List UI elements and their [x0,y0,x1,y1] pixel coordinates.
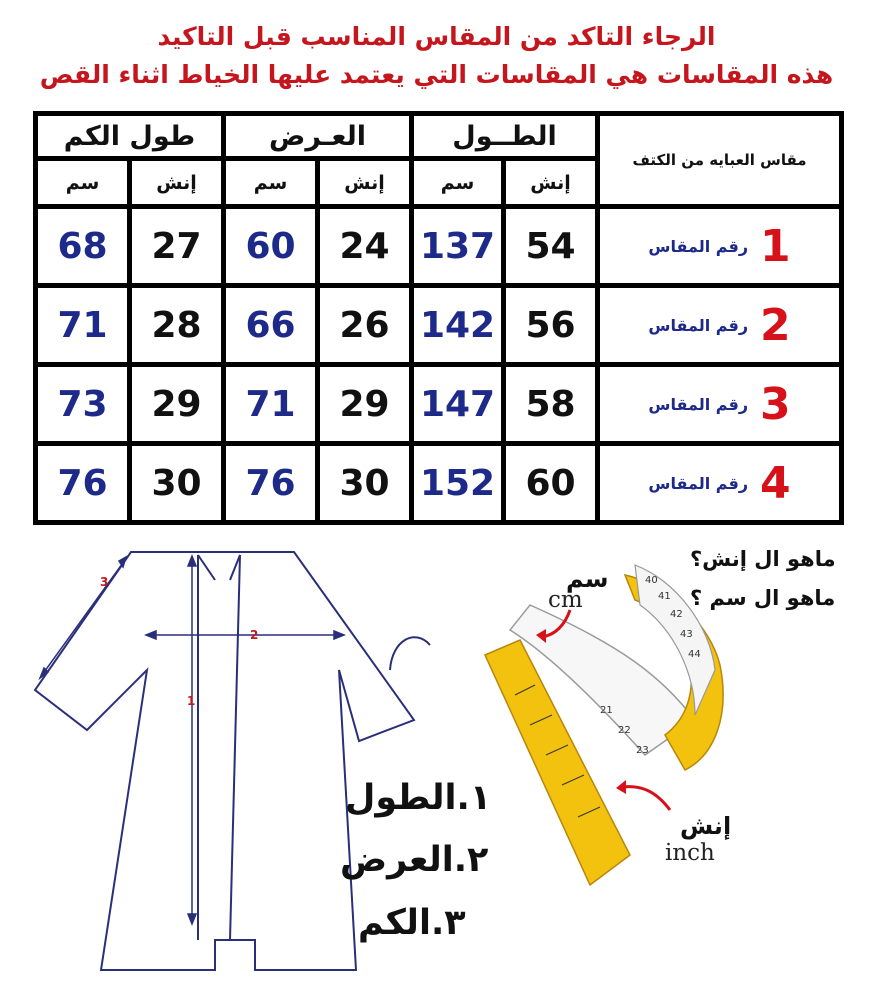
size-label-cell [598,365,842,444]
size-number: 4 [760,457,791,509]
legend-width: ٢.العرض [340,840,489,880]
header-line-2: هذه المقاسات هي المقاسات التي يعتمد عليها الخياط اثناء القص [39,60,834,89]
unit-inch-width: إنش [318,159,412,207]
sleeve-cm-cell: 68 [36,207,130,286]
width-arrow-head [146,631,156,639]
size-table [33,111,844,525]
table-row [36,286,842,365]
width-cm-cell: 76 [224,444,318,523]
size-label-cell [598,444,842,523]
length-inch-cell: 60 [504,444,598,523]
size-label: رقم المقاس [648,394,749,414]
width-inch-cell: 29 [318,365,412,444]
unit-inch-length: إنش [504,159,598,207]
unit-cm-width: سم [224,159,318,207]
length-cm-cell: 152 [412,444,504,523]
corner-label: مقاس العبايه من الكتف [598,114,842,207]
width-cm-cell: 66 [224,286,318,365]
width-cm-cell: 60 [224,207,318,286]
cm-label-ar: سم [566,565,609,593]
size-label: رقم المقاس [648,315,749,335]
sleeve-cm-cell: 76 [36,444,130,523]
tape-mark: 42 [670,609,683,620]
question-cm: ماهو ال سم ؟ [690,586,836,610]
length-cm-cell: 137 [412,207,504,286]
sleeve-inch-cell: 30 [130,444,224,523]
legend-sleeve: ٣.الكم [358,903,466,943]
size-number: 1 [760,220,791,272]
size-label-cell [598,286,842,365]
unit-cm-sleeve: سم [36,159,130,207]
sleeve-cm-cell: 71 [36,286,130,365]
size-number: 3 [760,378,791,430]
marker-3: 3 [100,575,109,589]
header-width: العـرض [224,114,412,159]
sleeve-inch-cell: 28 [130,286,224,365]
width-cm-cell: 71 [224,365,318,444]
tape-mark: 41 [658,591,671,602]
table-row [36,365,842,444]
length-inch-cell: 54 [504,207,598,286]
table-row [36,444,842,523]
size-label: رقم المقاس [648,236,749,256]
tape-mark: 23 [636,745,649,756]
width-inch-cell: 30 [318,444,412,523]
front-edge [198,555,215,580]
sleeve-inch-cell: 27 [130,207,224,286]
width-arrow-head [334,631,344,639]
hanger-hook [390,637,430,670]
length-arrow-head [188,914,196,924]
length-inch-cell: 58 [504,365,598,444]
legend-length: ١.الطول [345,778,492,818]
marker-2: 2 [250,628,259,642]
length-arrow-head [188,556,196,566]
sleeve-inch-cell: 29 [130,365,224,444]
sleeve-arrow-head [119,557,126,567]
tape-mark: 40 [645,575,658,586]
tape-mark: 21 [600,705,613,716]
inch-label-en: inch [665,840,715,866]
header-line-1: الرجاء التاكد من المقاس المناسب قبل التاكيد [157,22,716,51]
width-inch-cell: 24 [318,207,412,286]
inch-label-ar: إنش [680,812,732,840]
table-row [36,207,842,286]
sleeve-arrow [42,560,125,675]
length-cm-cell: 147 [412,365,504,444]
size-label: رقم المقاس [648,473,749,493]
tape-mark: 22 [618,725,631,736]
header-length: الطــول [412,114,598,159]
neckline-right [230,555,240,940]
question-inch: ماهو ال إنش؟ [690,547,836,571]
width-inch-cell: 26 [318,286,412,365]
size-number: 2 [760,299,791,351]
size-label-cell [598,207,842,286]
cm-label-en: cm [548,587,583,613]
tape-mark: 44 [688,649,701,660]
inch-arrow [622,787,670,810]
sleeve-cm-cell: 73 [36,365,130,444]
length-inch-cell: 56 [504,286,598,365]
header-sleeve: طول الكم [36,114,224,159]
marker-1: 1 [187,694,196,708]
unit-inch-sleeve: إنش [130,159,224,207]
unit-cm-length: سم [412,159,504,207]
length-cm-cell: 142 [412,286,504,365]
tape-mark: 43 [680,629,693,640]
inch-arrow-head [616,780,626,794]
